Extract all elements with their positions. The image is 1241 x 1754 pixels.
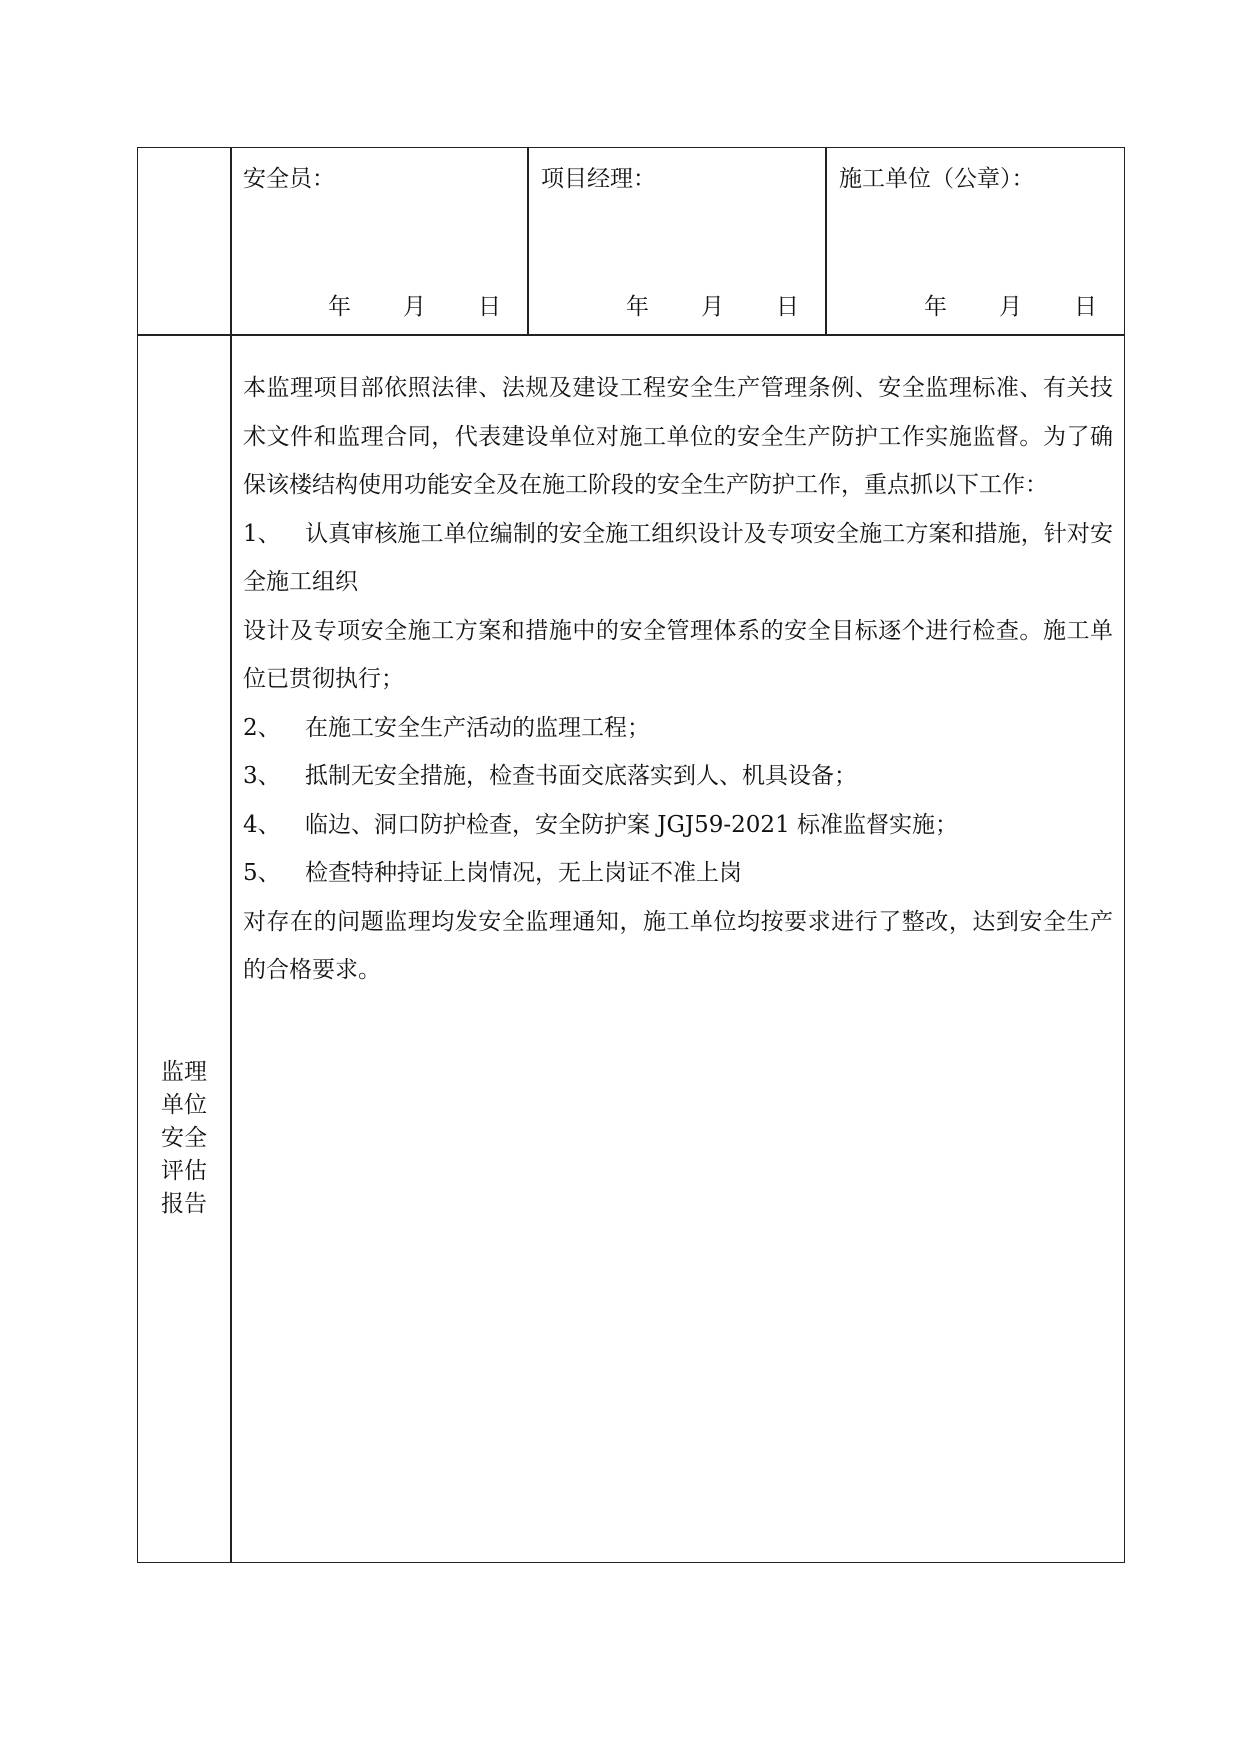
date-day: 日: [478, 294, 501, 320]
item-text: 认真审核施工单位编制的安全施工组织设计及专项安全施工方案和措施，针对安全施工组织: [243, 520, 1113, 595]
date-year: 年: [924, 294, 947, 320]
side-label-line: 安全: [161, 1125, 207, 1151]
report-item-5: [243, 849, 1113, 898]
item-text: 抵制无安全措施，检查书面交底落实到人、机具设备；: [305, 763, 857, 789]
construction-unit-label: 施工单位（公章）：: [839, 166, 1035, 192]
form-table: [137, 147, 1125, 1563]
item-number: 1、: [243, 520, 281, 547]
report-intro: 本监理项目部依照法律、法规及建设工程安全生产管理条例、安全监理标准、有关技术文件和监理合同，代表建设单位对施工单位的安全生产防护工作实施监督。为了确保该楼结构使用功能安全及在施工阶段的安全生产防护工作，重点抓以下工作：: [243, 375, 1113, 498]
report-side-label: [138, 1056, 230, 1221]
report-conclusion: 对存在的问题监理均发安全监理通知，施工单位均按要求进行了整改，达到安全生产的合格要求。: [243, 908, 1113, 983]
item-number: 2、: [243, 714, 281, 741]
date-month: 月: [701, 294, 724, 320]
side-label-line: 评估: [161, 1158, 207, 1184]
date-day: 日: [776, 294, 799, 320]
construction-unit-cell: [827, 148, 1124, 334]
item-text: 在施工安全生产活动的监理工程；: [305, 714, 650, 741]
date-month: 月: [999, 294, 1022, 320]
project-manager-label: 项目经理：: [541, 166, 656, 192]
report-body: [243, 364, 1113, 995]
date-year: 年: [328, 294, 351, 320]
report-item-1: [243, 510, 1113, 607]
safety-officer-cell: [231, 148, 527, 334]
item-number: 3、: [243, 763, 281, 789]
side-label-line: 监理: [161, 1059, 207, 1085]
project-manager-cell: [529, 148, 825, 334]
report-item-1-continued: 设计及专项安全施工方案和措施中的安全管理体系的安全目标逐个进行检查。施工单位已贯彻执行；: [243, 617, 1113, 692]
item-number: 5、: [243, 860, 281, 886]
report-item-2: [243, 704, 1113, 753]
report-item-4: [243, 801, 1113, 850]
date-year: 年: [626, 294, 649, 320]
item-text: 临边、洞口防护检查，安全防护案 JGJ59-2021 标准监督实施；: [305, 811, 959, 838]
date-month: 月: [403, 294, 426, 320]
date-day: 日: [1074, 294, 1097, 320]
side-label-line: 报告: [161, 1191, 207, 1217]
item-number: 4、: [243, 811, 281, 838]
item-text: 检查特种持证上岗情况，无上岗证不准上岗: [305, 860, 742, 886]
report-item-3: [243, 752, 1113, 801]
report-row: [138, 336, 1124, 1562]
side-label-line: 单位: [161, 1092, 207, 1118]
safety-officer-label: 安全员：: [243, 166, 335, 192]
